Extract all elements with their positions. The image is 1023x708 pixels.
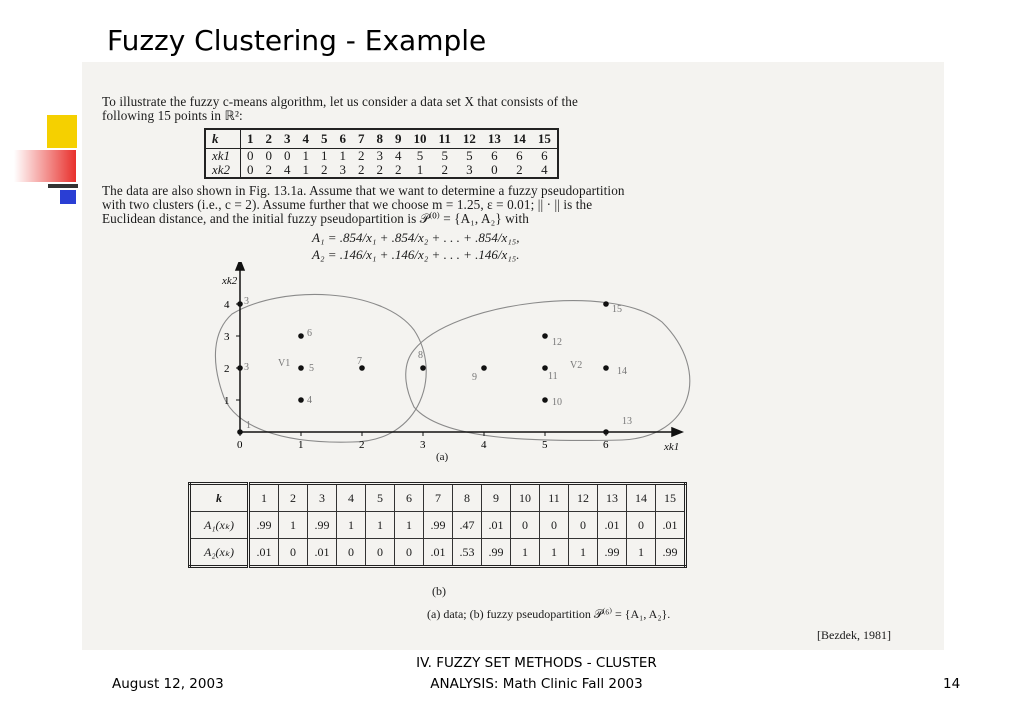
hw-label-3a: 3 — [244, 362, 249, 373]
table-cell: 4 — [284, 162, 291, 177]
handwritten-annotations — [244, 296, 632, 431]
row-label-a1: A₁(xₖ) — [190, 512, 249, 539]
page-number: 14 — [943, 676, 961, 692]
table-cell: 4 — [395, 148, 402, 163]
x-tick-label: 1 — [298, 439, 304, 451]
deco-yellow-square — [47, 115, 77, 148]
table-cell: 8 — [453, 484, 482, 512]
table-cell: 0 — [247, 162, 254, 177]
table-cell: 15 — [656, 484, 686, 512]
table-cell: 3 — [278, 129, 297, 149]
table-cell: 1 — [569, 539, 598, 567]
table-cell: .01 — [424, 539, 453, 567]
table-cell: 0 — [395, 539, 424, 567]
table-cell: 3 — [308, 484, 337, 512]
table-cell: 2 — [260, 129, 279, 149]
data-point — [603, 429, 609, 435]
table-cell: .99 — [656, 539, 686, 567]
y-tick-label: 4 — [224, 299, 230, 311]
table-cell: 3 — [466, 162, 473, 177]
data-point — [542, 365, 548, 371]
table-cell: 1 — [627, 539, 656, 567]
table-cell: .47 — [453, 512, 482, 539]
table-cell: .99 — [424, 512, 453, 539]
table-cell: 5 — [416, 148, 424, 163]
data-point — [420, 365, 426, 371]
table-cell: 1 — [540, 539, 569, 567]
table-cell: 0 — [627, 512, 656, 539]
y-tick-label: 3 — [224, 331, 230, 343]
table-cell: 11 — [433, 129, 457, 149]
data-point — [298, 397, 304, 403]
points-table-row-xk2 — [205, 163, 558, 178]
table-cell: 9 — [389, 129, 408, 149]
table-cell: 9 — [482, 484, 511, 512]
table-cell: 2 — [376, 162, 384, 177]
data-point — [481, 365, 487, 371]
y-tick-label: 1 — [224, 395, 230, 407]
points-table-header — [205, 129, 558, 149]
x-tick-label: 0 — [237, 439, 243, 451]
table-cell: 2 — [395, 162, 402, 177]
hw-label-15: 15 — [612, 304, 622, 315]
x-tick-label: 4 — [481, 439, 487, 451]
table-cell: .01 — [482, 512, 511, 539]
table-cell: .01 — [249, 539, 279, 567]
table-sub-caption: (b) — [432, 584, 446, 598]
table-cell: 0 — [247, 148, 254, 163]
body-line-1: The data are also shown in Fig. 13.1a. Assume that we want to determine a fuzzy pseudopartition — [102, 183, 625, 198]
data-point — [542, 333, 548, 339]
table-cell: .01 — [308, 539, 337, 567]
table-cell: 14 — [627, 484, 656, 512]
hw-label-7: 7 — [357, 356, 362, 367]
table-cell: 6 — [334, 129, 353, 149]
slide-title: Fuzzy Clustering - Example — [107, 24, 487, 57]
table-cell: 12 — [569, 484, 598, 512]
deco-red-bar — [14, 150, 76, 182]
table-cell: 10 — [511, 484, 540, 512]
table-cell: 2 — [279, 484, 308, 512]
table-cell: 1 — [249, 484, 279, 512]
x-tick-label: 5 — [542, 439, 548, 451]
row-label-a2: A₂(xₖ) — [190, 539, 249, 567]
table-cell: 0 — [279, 539, 308, 567]
footer-center-line-1: IV. FUZZY SET METHODS - CLUSTER — [416, 655, 657, 671]
table-cell: .99 — [482, 539, 511, 567]
table-cell: 1 — [395, 512, 424, 539]
table-cell: 2 — [516, 162, 523, 177]
table-cell: 2 — [265, 162, 273, 177]
table-cell: 3 — [376, 148, 384, 163]
table-cell: 0 — [569, 512, 598, 539]
body-line-3: Euclidean distance, and the initial fuzzy pseudopartition is 𝒫⁽⁰⁾ = {A₁, A₂} with — [102, 211, 529, 226]
table-cell: 1 — [339, 148, 347, 163]
table-cell: 1 — [241, 129, 260, 149]
table-cell: 0 — [491, 162, 498, 177]
table-cell: 4 — [297, 129, 316, 149]
hw-label-11: 11 — [548, 371, 558, 382]
membership-table — [188, 482, 687, 568]
data-point — [298, 365, 304, 371]
table-cell: 1 — [279, 512, 308, 539]
table-cell: 14 — [507, 129, 532, 149]
hw-label-12: 12 — [552, 337, 562, 348]
table-cell: 1 — [416, 162, 424, 177]
table-cell: 6 — [541, 148, 548, 163]
hw-label-v1: V1 — [278, 358, 291, 369]
table-cell: .99 — [249, 512, 279, 539]
equation-a2: A₂ = .146/x₁ + .146/x₂ + . . . + .146/x₁₅. — [312, 247, 520, 262]
figure-caption: (a) data; (b) fuzzy pseudopartition 𝒫⁽⁶⁾ = {A₁, A₂}. — [427, 607, 671, 621]
data-point — [237, 429, 243, 435]
membership-table-header — [190, 484, 686, 512]
body-line-2: with two clusters (i.e., c = 2). Assume further that we choose m = 1.25, ε = 0.01; || · || is the — [102, 197, 593, 212]
table-cell: 2 — [321, 162, 328, 177]
table-cell: 4 — [337, 484, 366, 512]
table-cell: .01 — [656, 512, 686, 539]
table-cell: 1 — [337, 512, 366, 539]
hw-label-10: 10 — [552, 397, 562, 408]
deco-blue-square — [60, 190, 76, 204]
citation: [Bezdek, 1981] — [817, 628, 891, 642]
table-cell: 6 — [516, 148, 523, 163]
hw-label-4: 4 — [307, 395, 312, 406]
table-cell: 12 — [457, 129, 482, 149]
points-table-row-xk1 — [205, 149, 558, 164]
table-cell: .01 — [598, 512, 627, 539]
table-cell: 0 — [284, 148, 291, 163]
y-tick-label: 2 — [224, 363, 230, 375]
intro-line-2: following 15 points in ℝ²: — [102, 108, 243, 123]
table-cell: 0 — [540, 512, 569, 539]
y-axis-label: xk2 — [222, 275, 238, 287]
table-cell: 5 — [315, 129, 334, 149]
table-cell: 3 — [339, 162, 347, 177]
scanned-textbook-page — [82, 62, 944, 650]
intro-line-1: To illustrate the fuzzy c-means algorithm, let us consider a data set X that consists of the — [102, 94, 578, 109]
table-cell: .99 — [308, 512, 337, 539]
x-axis-label: xk1 — [664, 441, 680, 453]
table-cell: 8 — [371, 129, 390, 149]
x-tick-label: 3 — [420, 439, 426, 451]
points-header-label: k — [205, 129, 241, 149]
table-cell: 13 — [598, 484, 627, 512]
hw-label-6: 6 — [307, 328, 312, 339]
scatter-plot — [152, 262, 712, 462]
table-cell: 1 — [321, 148, 328, 163]
row-label-xk2: xk2 — [205, 163, 241, 178]
table-cell: 7 — [424, 484, 453, 512]
equation-a1: A₁ = .854/x₁ + .854/x₂ + . . . + .854/x₁₅, — [312, 230, 520, 245]
table-cell: 6 — [395, 484, 424, 512]
hw-label-3b: 3 — [244, 296, 249, 307]
y-axis-arrow — [236, 262, 244, 270]
hw-label-5: 5 — [309, 363, 314, 374]
table-cell: 2 — [358, 148, 365, 163]
table-cell: 1 — [302, 162, 310, 177]
hw-label-1: 1 — [246, 420, 251, 431]
data-point — [298, 333, 304, 339]
footer-center-line-2: ANALYSIS: Math Clinic Fall 2003 — [430, 676, 643, 692]
hw-label-8: 8 — [418, 350, 423, 361]
table-cell: .53 — [453, 539, 482, 567]
table-cell: 1 — [302, 148, 310, 163]
membership-table-row-a2 — [190, 539, 686, 567]
data-point — [542, 397, 548, 403]
table-cell: 11 — [540, 484, 569, 512]
footer-date: August 12, 2003 — [112, 676, 224, 692]
table-cell: 0 — [265, 148, 273, 163]
x-tick-label: 6 — [603, 439, 609, 451]
data-point — [237, 365, 243, 371]
table-cell: 1 — [366, 512, 395, 539]
points-table — [204, 128, 559, 179]
table-cell: 2 — [441, 162, 448, 177]
table-cell: 13 — [482, 129, 507, 149]
axes — [236, 262, 682, 436]
table-cell: .99 — [598, 539, 627, 567]
row-label-xk1: xk1 — [205, 149, 241, 164]
table-cell: 0 — [511, 512, 540, 539]
x-axis-arrow — [672, 428, 682, 436]
table-cell: 0 — [337, 539, 366, 567]
table-cell: 15 — [532, 129, 558, 149]
data-point — [603, 365, 609, 371]
table-cell: 4 — [541, 162, 548, 177]
hw-label-9: 9 — [472, 372, 477, 383]
table-cell: 7 — [352, 129, 371, 149]
data-point — [603, 301, 609, 307]
table-cell: 5 — [466, 148, 473, 163]
plot-sub-caption: (a) — [436, 451, 449, 462]
membership-table-row-a1 — [190, 512, 686, 539]
hw-label-v2: V2 — [570, 360, 583, 371]
hw-label-14: 14 — [617, 366, 627, 377]
table-cell: 6 — [491, 148, 498, 163]
hw-label-13: 13 — [622, 416, 632, 427]
table-cell: 2 — [358, 162, 365, 177]
deco-dark-line — [48, 184, 78, 188]
table-cell: 10 — [408, 129, 433, 149]
table-cell: 1 — [511, 539, 540, 567]
data-point — [237, 301, 243, 307]
table-cell: 0 — [366, 539, 395, 567]
membership-header-label: k — [190, 484, 249, 512]
table-cell: 5 — [366, 484, 395, 512]
table-cell: 5 — [441, 148, 448, 163]
x-tick-label: 2 — [359, 439, 365, 451]
